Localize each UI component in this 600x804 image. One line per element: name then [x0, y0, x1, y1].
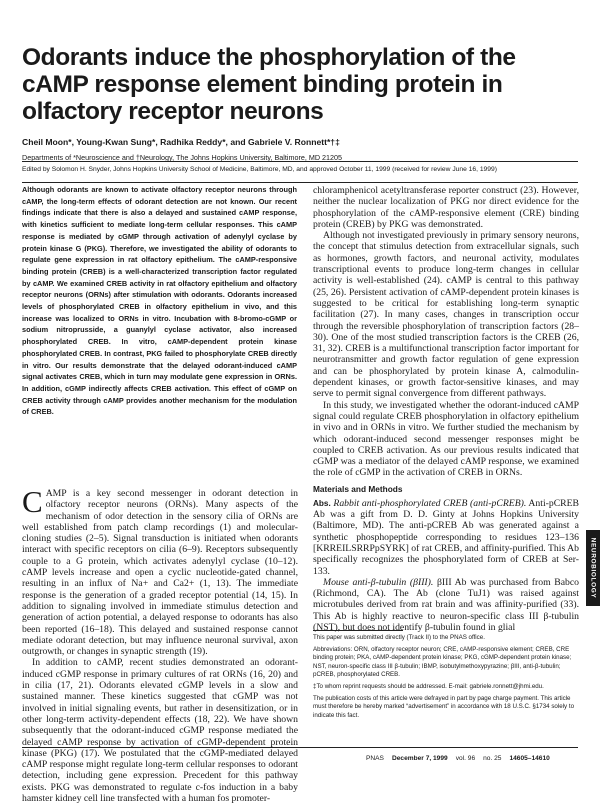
header-rule	[22, 161, 578, 162]
drop-cap: C	[22, 484, 43, 519]
abs-subhead-detail: Rabbit anti-phosphorylated CREB (anti-pCREB).	[333, 497, 527, 509]
abs-text: Anti-pCREB Ab was a gift from D. D. Ginty at Johns Hopkins University (Baltimore, MD). The anti-pCREB Ab was generated against a synthetic phosphopeptide corresponding to residues 123–136 [KRREILSRRPpSYRK] of rat CREB, and affinity-purified. This Ab specifically recognizes the phosphorylated form of CREB at Ser-133.	[313, 497, 580, 577]
footnotes	[313, 634, 579, 724]
abstract: Although odorants are known to activate olfactory receptor neurons through cAMP, the long-term effects of odorant detection are not known. Our recent findings indicate that there is also a delayed and sustained cAMP response, with kinetics sufficient to mediate long-term cellular responses. This cAMP response is mediated by cGMP through activation of adenylyl cyclase by protein kinase G (PKG). Therefore, we investigated the ability of odorants to regulate gene expression in rat olfactory epithelium. The cAMP-responsive binding protein (CREB) is a well-characterized transcription factor regulated by cAMP. We examined CREB activity in rat olfactory epithelium and olfactory receptor neurons (ORNs) after stimulation with odorants. Odorants increased levels of phosphorylated CREB in olfactory epithelium in vivo, and this increase was localized to ORNs in vitro. Incubation with 8-bromo-cGMP or sodium nitroprusside, a guanylyl cyclase activator, also increased phosphorylated CREB. In vitro, cAMP-dependent protein kinase phosphorylated CREB. In contrast, PKG failed to phosphorylate CREB directly in vitro. Our results demonstrate that the delayed odorant-induced cAMP signal activates CREB, which in turn may modulate gene expression in ORNs. In addition, cGMP indirectly affects CREB activation. This effect of cGMP on CREB activity through cAMP provides another mechanism for the modulation of CREB.	[22, 185, 297, 417]
section-side-tab-label: NEUROBIOLOGY	[589, 537, 597, 599]
tubulin-paragraph	[313, 577, 579, 633]
footnote-abbreviations: Abbreviations: ORN, olfactory receptor neuron; CRE, cAMP-responsive element; CREB, CRE binding protein; PKA, cAMP-dependent protein kinase; PKG, cGMP-dependent protein kinase; NST, neuron-specific class III β-tubulin; IBMP, isobutylmethoxypyrazine; βIII, anti-β-tubulin; pCREB, phosphorylated CREB.	[313, 646, 572, 678]
right-column	[313, 185, 579, 633]
section-side-tab	[586, 530, 600, 606]
intro-paragraph-1	[22, 484, 298, 658]
introduction	[22, 484, 298, 804]
footnote-rule	[313, 630, 403, 631]
footnote-submission: This paper was submitted directly (Track II) to the PNAS office.	[313, 634, 485, 641]
footer-volume: vol. 96	[455, 755, 476, 762]
intro-paragraph-1-text: AMP is a key second messenger in odorant detection in olfactory receptor neurons (ORNs). Many aspects of the mechanism of odor detection in the sensory cilia of ORNs are well established from patch clamp recordings (1) and molecular-cloning studies (2–5). Signal transduction is initiated when odorants interact with specific receptors on cilia (6–9). Receptors subsequently couple to a G protein, which activates adenylyl cyclase (10–12). cAMP levels increase and open a cyclic nucleotide-gated channel, resulting in an influx of Na+ and Ca2+ (1, 13). The immediate response is the generation of a graded receptor potential (14, 15). In addition to signaling involved in immediate stimulus detection and generation of action potential, a delayed response to odorants has also been reported (16–18). This delayed and sustained response cannot mediate odorant detection, but may influence neuronal survival, axon outgrowth, or changes in synaptic strength (19).	[22, 488, 298, 658]
affiliation: Departments of *Neuroscience and †Neurology, The Johns Hopkins University, Baltimore, MD 21205	[22, 153, 342, 162]
intro-paragraph-3: Although not investigated previously in primary sensory neurons, the concept that stimulus detection from extracellular signals, such as hormones, growth factors, and neuronal activity, modulates transcriptional events to produce long-term changes in cellular activity is well-established (24). cAMP is central to this pathway (25, 26). Persistent activation of cAMP-dependent protein kinases is suggested to be critical for establishing long-term synaptic facilitation (27). In many cases, changes in transcription occur through the reversible phosphorylation of transcription factors (28–30). One of the most studied transcription factors is the CREB (26, 31, 32). CREB is a multifunctional transcription factor important for neurotransmitter and growth factor regulation of gene expression and can be phosphorylated by protein kinase A, calmodulin-dependent kinases, or growth factor-sensitive kinases, and may serve to permit signal convergence from different pathways.	[313, 230, 579, 400]
continued-paragraph: chloramphenicol acetyltransferase reporter construct (23). However, neither the nuclear localization of PKG nor direct evidence for the phosphorylation of the cAMP-responsive element (CRE) binding protein (CREB) by PKG was demonstrated.	[313, 185, 579, 230]
tubulin-subhead: Mouse anti-β-tubulin (βIII).	[323, 576, 434, 588]
footer-rule	[22, 747, 578, 748]
edited-by-line: Edited by Solomon H. Snyder, Johns Hopkins University School of Medicine, Baltimore, MD, and approved October 11, 1999 (received for review June 16, 1999)	[22, 166, 497, 173]
footer-journal: PNAS	[366, 755, 384, 762]
footer-issue: no. 25	[483, 755, 502, 762]
tubulin-text: βIII Ab was purchased from Babco (Richmond, CA). The Ab (clone TuJ1) was raised against microtubules derived from rat brain and was affinity-purified (33). This Ab is highly reactive to neuron-specific class III β-tubulin (NST), but does not identify β-tubulin found in glial	[313, 576, 580, 633]
abs-subhead: Abs.	[313, 498, 331, 508]
article-title: Odorants induce the phosphorylation of the cAMP response element binding protein in olfactory receptor neurons	[22, 44, 516, 125]
footnote-reprints: ‡To whom reprint requests should be addressed. E-mail: gabriele.ronnett@jhmi.edu.	[313, 683, 544, 691]
footer-date: December 7, 1999	[391, 755, 448, 762]
authors: Cheil Moon*, Young-Kwan Sung*, Radhika Reddy*, and Gabriele V. Ronnett*†‡	[22, 137, 340, 147]
intro-paragraph-2: In addition to cAMP, recent studies demonstrated an odorant-induced cGMP response in primary cultures of rat ORNs (16, 20) and in cilia (17, 21). Odorants elevated cGMP levels in a slow and sustained manner. These kinetics suggested that cGMP was not involved in initial signaling events, but rather in desensitization, or in other long-term activity-dependent effects (18, 22). We have shown subsequently that the odorant-induced cGMP response mediated the delayed cAMP response by activation of cGMP-dependent protein kinase (PKG) (17). We postulated that the cGMP-mediated delayed cAMP response might regulate long-term cellular responses to odorant detection, including gene expression. Precedent for this pathway exists. PKG was demonstrated to regulate c-fos induction in a baby hamster kidney cell line transfected with a human fos promoter-	[22, 657, 298, 804]
methods-heading: Materials and Methods	[313, 483, 403, 494]
intro-paragraph-4: In this study, we investigated whether the odorant-induced cAMP signal could regulate CREB phosphorylation in olfactory epithelium in vivo and in ORNs in vitro. We further studied the mechanism by which odorant-induced second messenger responses might be coupled to CREB activation. As our previous results indicated that cGMP was a mediator of the delayed cAMP response, we examined the role of cGMP in the activation of CREB in ORNs.	[313, 399, 579, 479]
footnote-costs: The publication costs of this article were defrayed in part by page charge payment. This article must therefore be hereby marked “advertisement” in accordance with 18 U.S.C. §1734 solely to indicate this fact.	[313, 695, 575, 719]
edited-rule	[22, 182, 578, 183]
abs-paragraph	[313, 498, 579, 577]
footer-pages: 14605–14610	[509, 755, 550, 762]
page-footer	[366, 755, 558, 762]
